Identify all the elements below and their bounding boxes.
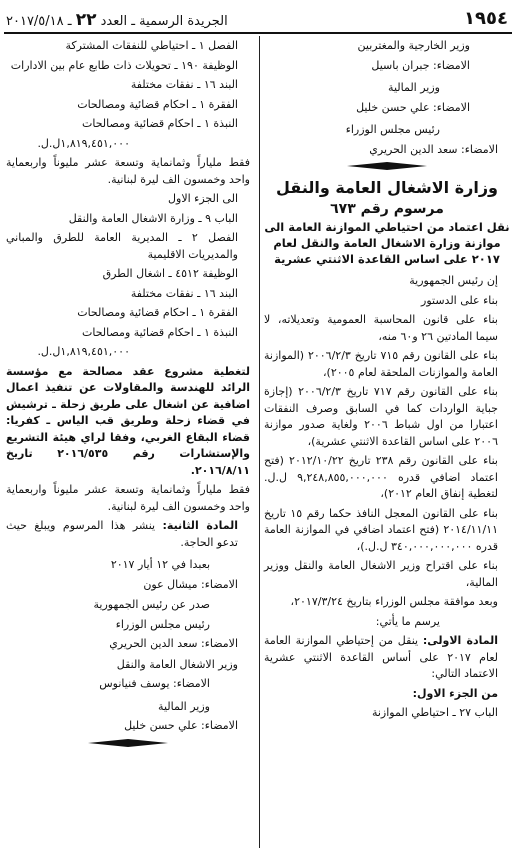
preamble-president: إن رئيس الجمهورية <box>409 274 498 287</box>
amount-one: ١,٨١٩,٤٥١,٠٠٠ل.ل. <box>37 136 130 150</box>
separator-ornament-bottom <box>6 739 250 747</box>
issue-date: ـ ٢٠١٧/٥/١٨ <box>6 14 72 29</box>
decree-title: مرسوم رقم ٦٧٣ <box>330 200 444 217</box>
pm-signature-left: الامضاء: سعد الدين الحريري <box>109 637 238 650</box>
to-part-one: الى الجزء الاول <box>168 192 238 205</box>
amount-one-words: فقط ملياراً وثمانماية وتسعة عشر مليوناً واربعماية واحد وخمسون الف ليرة لبنانية. <box>6 156 250 186</box>
works-minister-signature: الامضاء: يوسف فنيانوس <box>99 677 210 690</box>
page-header <box>4 6 512 34</box>
article-two <box>6 518 250 551</box>
amount-two: ١,٨١٩,٤٥١,٠٠٠ل.ل. <box>37 345 130 358</box>
paragraph-1: الفقرة ١ ـ احكام قضائية ومصالحات <box>77 97 238 111</box>
issued-by: صدر عن رئيس الجمهورية <box>93 598 210 611</box>
page-number: ١٩٥٤ <box>464 8 508 29</box>
preamble-proposal: بناء على اقتراح وزير الاشغال العامة والنقل ووزير المالية، <box>264 559 498 589</box>
column-divider <box>259 36 260 848</box>
function-190: الوظيفة ١٩٠ ـ تحويلات ذات طابع عام بين الادارات <box>10 58 238 72</box>
separator-ornament <box>264 162 510 170</box>
subparagraph-1-b: النبذة ١ ـ احكام قضائية ومصالحات <box>82 325 238 339</box>
preamble-constitution: بناء على الدستور <box>421 293 498 307</box>
subparagraph-1: النبذة ١ ـ احكام قضائية ومصالحات <box>82 117 238 130</box>
item-16-b: البند ١٦ ـ نفقات مختلفة <box>130 286 238 300</box>
issue-number: ٢٢ <box>75 10 97 30</box>
works-minister-title: وزير الاشغال العامة والنقل <box>116 657 238 671</box>
article-two-label: المادة الثانية: <box>162 519 238 532</box>
preamble-law-15: بناء على القانون المعجل النافذ حكما رقم ١٥ تاريخ ٢٠١٤/١١/١١ (فتح اعتماد اضافي في الموازنة العامة قدره ٣٤٠,٠٠٠,٠٠٠,٠٠٠ ل.ل.)، <box>264 506 498 553</box>
chapter-27: الباب ٢٧ ـ احتياطي الموازنة <box>371 706 498 719</box>
article-one <box>264 633 510 683</box>
decree-formula: يرسم ما يأتي: <box>375 614 440 628</box>
section-1: الفصل ١ ـ احتياطي للنفقات المشتركة <box>65 39 238 52</box>
president-signature: الامضاء: ميشال عون <box>143 577 238 591</box>
finance-minister-title-left: وزير المالية <box>158 699 210 713</box>
section-2: الفصل ٢ ـ المديرية العامة للطرق والمباني والمديريات الاقليمية <box>6 231 239 261</box>
article-one-text: ينقل من إحتياطي الموازنة العامة لعام ٢٠١٧ على أساس القاعدة الاثنتي عشرية الاعتماد التالي: <box>264 634 498 680</box>
preamble-law-238: بناء على القانون رقم ٢٣٨ تاريخ ٢٠١٢/١٠/٢٢ (فتح اعتماد اضافي قدره ٩,٢٤٨,٨٥٥,٠٠٠,٠٠٠ ل.ل. لتغطية إنفاق العام ٢٠١٢)، <box>264 454 498 500</box>
preamble-law-717: بناء على القانون رقم ٧١٧ تاريخ ٢٠٠٦/٢/٣ (إجازة جباية الواردات كما في السابق وصرف النفقات اعتبارا من اول شباط ٢٠٠٦ ولغاية صدور موازنة ٢٠٠٦ على اساس القاعدة الاثنتي عشرية)، <box>264 385 498 448</box>
gazette-name: الجريدة الرسمية ـ العدد <box>100 14 228 29</box>
amount-two-words: فقط ملياراً وثمانماية وتسعة عشر مليوناً واربعماية واحد وخمسون الف ليرة لبنانية. <box>6 483 250 513</box>
purpose-paragraph: لتغطية مشروع عقد مصالحة مع مؤسسة الرائد للهندسة والمقاولات عن تنفيذ اعمال اضافية عن اشغال على طريق زحلة ـ ترشيش في قضاء زحلة وطريق قب الياس ـ كفريا: قضاء البقاع الغربي، وفقا لراي هيئة التشريع والإستشارات رقم ٢٠١٦/٥٣٥ تاريخ ٢٠١٦/٨/١١. <box>6 364 250 477</box>
finance-minister-title: وزير المالية <box>388 81 440 94</box>
function-4512: الوظيفة ٤٥١٢ ـ اشغال الطرق <box>102 267 238 280</box>
minister-title: وزير الخارجية والمغتربين <box>357 39 470 52</box>
left-column <box>6 38 250 755</box>
finance-minister-signature-left: الامضاء: علي حسن خليل <box>124 719 238 732</box>
article-two-text: ينشر هذا المرسوم ويبلغ حيث تدعو الحاجة. <box>6 519 238 549</box>
paragraph-1-b: الفقرة ١ ـ احكام قضائية ومصالحات <box>77 306 238 319</box>
pm-signature: الامضاء: سعد الدين الحريري <box>369 142 498 156</box>
article-one-label: المادة الاولى: <box>422 634 498 647</box>
pm-title-left: رئيس مجلس الوزراء <box>115 617 210 631</box>
chapter-9: الباب ٩ ـ وزارة الاشغال العامة والنقل <box>68 211 238 225</box>
preamble-accounting-law: بناء على قانون المحاسبة العمومية وتعديلاته، لا سيما المادتين ٢٦ و٦٠ منه، <box>264 313 498 343</box>
item-16: البند ١٦ ـ نفقات مختلفة <box>130 78 238 91</box>
from-part-one: من الجزء الاول: <box>412 686 498 700</box>
decree-subject: نقل اعتماد من احتياطي الموازنة العامة الى موازنة وزارة الاشغال العامة والنقل لعام ٢٠١٧ على اساس القاعدة الاثنتي عشرية <box>264 220 510 266</box>
finance-minister-signature: الامضاء: علي حسن خليل <box>356 100 470 114</box>
ministry-title: وزارة الاشغال العامة والنقل <box>276 178 498 197</box>
pm-title: رئيس مجلس الوزراء <box>345 123 440 136</box>
preamble-approval: وبعد موافقة مجلس الوزراء بتاريخ ٢٠١٧/٣/٢٤، <box>290 595 498 608</box>
right-column <box>264 38 510 725</box>
issue-info <box>6 10 228 30</box>
minister-signature: الامضاء: جبران باسيل <box>371 58 470 72</box>
preamble-law-715: بناء على القانون رقم ٧١٥ تاريخ ٢٠٠٦/٢/٣ (الموازنة العامة والموازنات الملحقة لعام ٢٠٠٥)، <box>264 349 498 379</box>
date-place: بعبدا في ١٢ أيار ٢٠١٧ <box>110 558 210 571</box>
